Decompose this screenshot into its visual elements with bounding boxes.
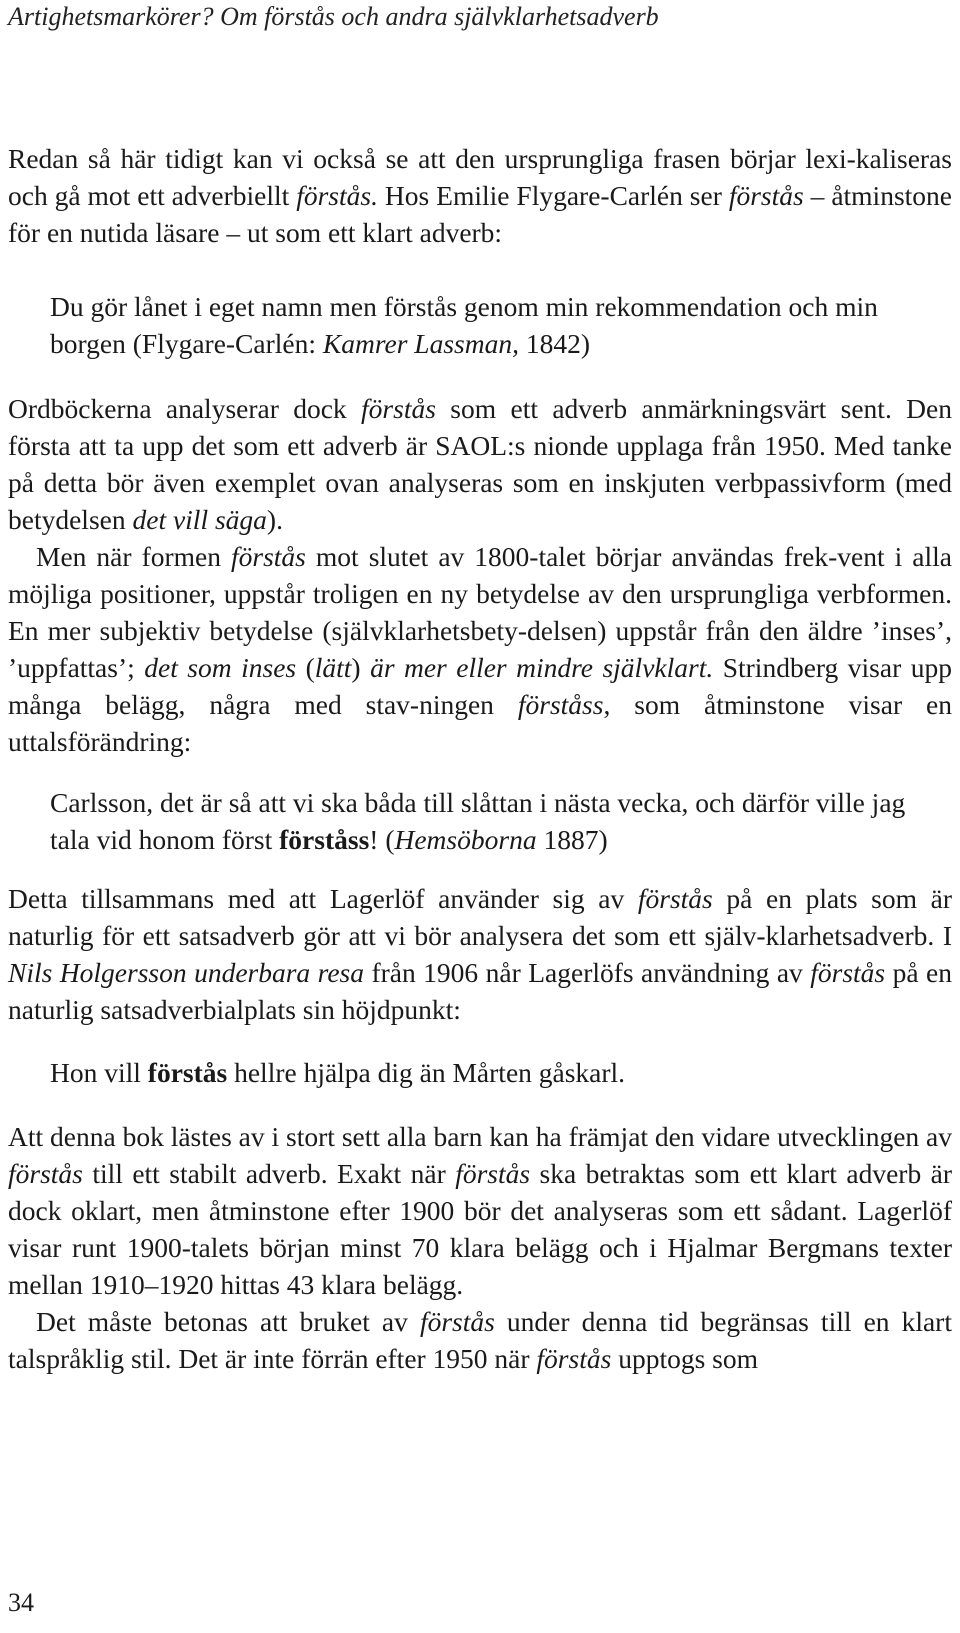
block-quote-3: Hon vill förstås hellre hjälpa dig än Mårten gåskarl.	[50, 1057, 626, 1088]
paragraph-1: Redan så här tidigt kan vi också se att den ursprungliga frasen börjar lexi-kaliseras och gå mot ett adverbiellt förstås. Hos Emilie Flygare-Carlén ser förstås – åtminstone för en nutida läsare – ut som ett klart adverb:	[8, 143, 953, 248]
paragraph-4: Detta tillsammans med att Lagerlöf använder sig av förstås på en plats som är naturlig för ett satsadverb gör att vi bör analysera det som ett själv-klarhetsadverb. I Nils Holgersson underbara resa från 1906 når Lagerlöfs användning av förstås på en naturlig satsadverbialplats sin höjdpunkt:	[8, 883, 953, 1025]
page-number: 34	[8, 1588, 34, 1617]
block-quote-1: Du gör lånet i eget namn men förstås genom min rekommendation och min borgen (Flygare-Carlén: Kamrer Lassman, 1842)	[50, 291, 878, 359]
running-head: Artighetsmarkörer? Om förstås och andra självklarhetsadverb	[8, 2, 659, 31]
block-quote-2: Carlsson, det är så att vi ska båda till slåttan i nästa vecka, och därför ville jag tala vid honom först förståss! (Hemsöborna 1887)	[50, 787, 906, 855]
paragraph-2: Ordböckerna analyserar dock förstås som ett adverb anmärkningsvärt sent. Den första att ta upp det som ett adverb är SAOL:s nionde upplaga från 1950. Med tanke på detta bör även exemplet ovan analyseras som en inskjuten verbpassivform (med betydelsen det vill säga). Men när formen förstås mot slutet av 1800-talet börjar användas frek-vent i alla möjliga positioner, uppstår troligen en ny betydelse av den ursprungliga verbformen. En mer subjektiv betydelse (självklarhetsbety-delsen) uppstår från den äldre ’inses’, ’uppfattas’; det som inses (lätt) är mer eller mindre självklart. Strindberg visar upp många belägg, några med stav-ningen förståss, som åtminstone visar en uttalsförändring:	[8, 390, 952, 760]
paragraph-3: Men när formen förstås mot slutet av 1800-talet börjar användas frek-vent i alla möjliga positioner, uppstår troligen en ny betydelse av den ursprungliga verbformen. En mer subjektiv betydelse (självklarhetsbety-delsen) uppstår från den äldre ’inses’, ’uppfattas’; det som inses (lätt) är mer eller mindre självklart. Strindberg visar upp många belägg, några med stav-ningen förståss, som åtminstone visar en uttalsförändring:	[8, 541, 952, 757]
paragraph-6: Det måste betonas att bruket av förstås under denna tid begränsas till en klart talspråklig stil. Det är inte förrän efter 1950 när förstås upptogs som	[8, 1306, 952, 1374]
paragraph-5: Att denna bok lästes av i stort sett alla barn kan ha främjat den vidare utvecklingen av förstås till ett stabilt adverb. Exakt när förstås ska betraktas som ett klart adverb är dock oklart, men åtminstone efter 1900 bör det analyseras som ett sådant. Lagerlöf visar runt 1900-talets början minst 70 klara belägg och i Hjalmar Bergmans texter mellan 1910–1920 hittas 43 klara belägg. Det måste betonas att bruket av förstås under denna tid begränsas till en klart talspråklig stil. Det är inte förrän efter 1950 när förstås upptogs som	[8, 1118, 952, 1377]
